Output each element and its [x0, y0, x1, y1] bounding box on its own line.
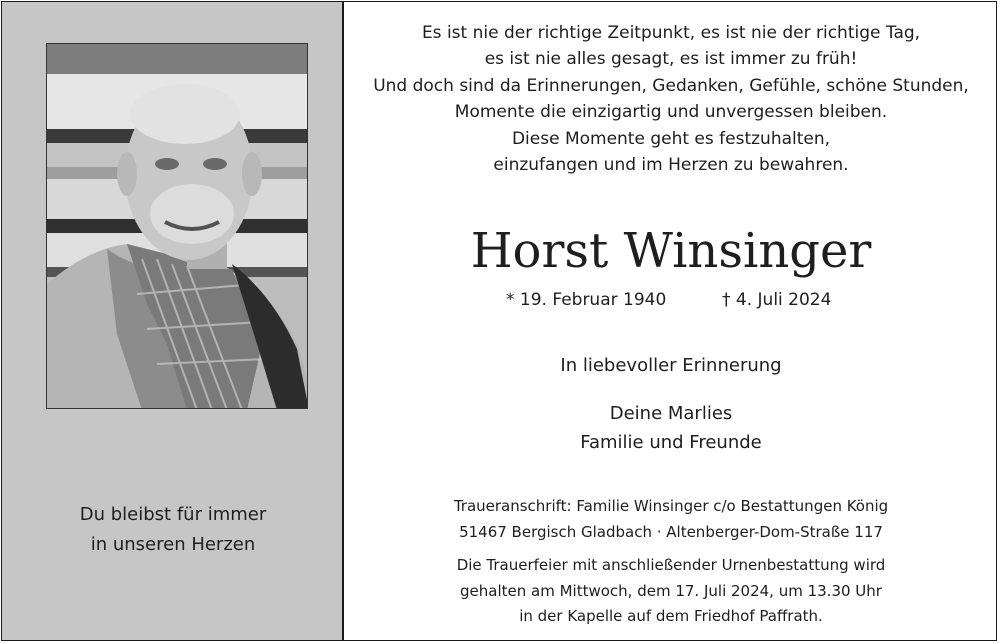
death-date: † 4. Juli 2024 [722, 290, 832, 310]
address-line: Traueranschrift: Familie Winsinger c/o Bestattungen König [453, 497, 889, 515]
service-line: in der Kapelle auf dem Friedhof Paffrath. [519, 607, 823, 625]
portrait-image [47, 44, 308, 409]
motto-line: Du bleibst für immer [79, 504, 267, 525]
mourners [346, 399, 996, 457]
service-line: Die Trauerfeier mit anschließender Urnenbestattung wird [456, 556, 886, 574]
poem-line: einzufangen und im Herzen zu bewahren. [493, 155, 849, 176]
mourner-line: Deine Marlies [609, 403, 733, 424]
mourning-address [346, 494, 996, 545]
mourner-line: Familie und Freunde [580, 432, 762, 453]
deceased-name: Horst Winsinger [470, 223, 872, 279]
motto-line: in unseren Herzen [90, 534, 256, 555]
poem [346, 20, 996, 178]
portrait-photo [46, 43, 308, 409]
funeral-service-info [346, 553, 996, 630]
address-line: 51467 Bergisch Gladbach · Altenberger-Dom-Straße 117 [459, 522, 883, 541]
service-line: gehalten am Mittwoch, dem 17. Juli 2024, um 13.30 Uhr [460, 581, 882, 600]
poem-line: es ist nie alles gesagt, es ist immer zu früh! [484, 49, 858, 70]
poem-line: Es ist nie der richtige Zeitpunkt, es ist nie der richtige Tag, [421, 23, 921, 43]
left-panel [2, 2, 344, 640]
motto [2, 500, 344, 560]
poem-line: Diese Momente geht es festzuhalten, [511, 128, 831, 149]
birth-date: * 19. Februar 1940 [506, 290, 667, 310]
poem-line: Und doch sind da Erinnerungen, Gedanken, Gefühle, schöne Stunden, [373, 75, 969, 96]
right-panel [346, 2, 996, 640]
memory-line: In liebevoller Erinnerung [560, 355, 782, 376]
poem-line: Momente die einzigartig und unvergessen bleiben. [454, 102, 888, 123]
